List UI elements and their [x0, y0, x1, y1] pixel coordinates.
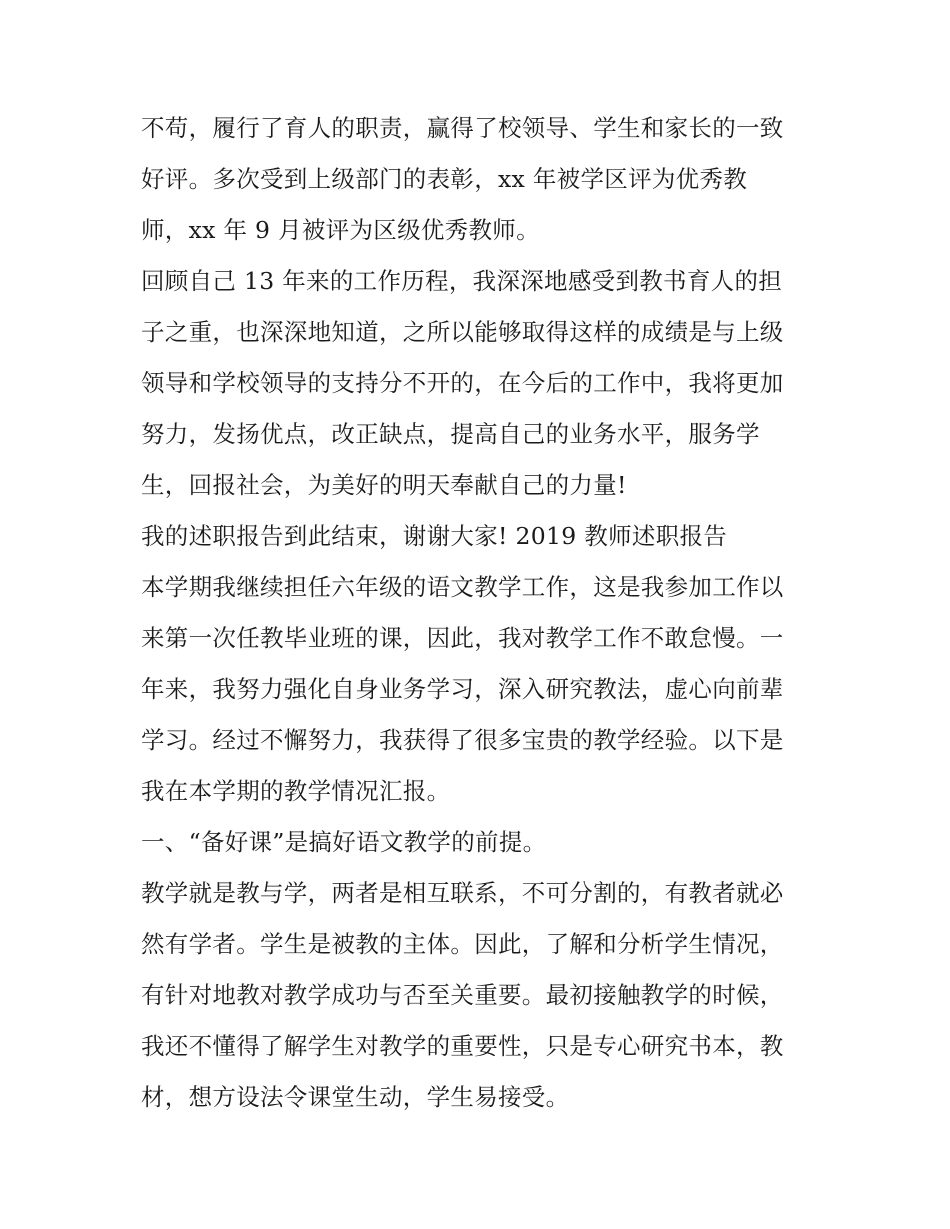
text-line: 材，想方设法令课堂生动，学生易接受。 [141, 1083, 570, 1111]
text-line: 不苟，履行了育人的职责，赢得了校领导、学生和家长的一致 [141, 114, 784, 142]
text-line: 有针对地教对教学成功与否至关重要。最初接触教学的时候， [141, 981, 784, 1009]
text-line: 一、“备好课”是搞好语文教学的前提。 [141, 828, 547, 856]
text-line: 本学期我继续担任六年级的语文教学工作，这是我参加工作以 [141, 573, 784, 601]
text-line: 我还不懂得了解学生对教学的重要性，只是专心研究书本，教 [141, 1032, 784, 1060]
text-line: 我在本学期的教学情况汇报。 [141, 777, 451, 805]
text-line: 好评。多次受到上级部门的表彰，xx 年被学区评为优秀教 [141, 165, 748, 193]
text-line: 教学就是教与学，两者是相互联系，不可分割的，有教者就必 [141, 879, 784, 907]
text-line: 年来，我努力强化自身业务学习，深入研究教法，虚心向前辈 [141, 675, 784, 703]
text-line: 师，xx 年 9 月被评为区级优秀教师。 [141, 216, 540, 244]
text-line: 生，回报社会，为美好的明天奉献自己的力量! [141, 471, 627, 499]
text-line: 子之重，也深深地知道，之所以能够取得这样的成绩是与上级 [141, 318, 784, 346]
text-line: 我的述职报告到此结束，谢谢大家! 2019 教师述职报告 [141, 522, 728, 550]
text-line: 努力，发扬优点，改正缺点，提高自己的业务水平，服务学 [141, 420, 760, 448]
text-line: 回顾自己 13 年来的工作历程，我深深地感受到教书育人的担 [141, 267, 783, 295]
text-line: 领导和学校领导的支持分不开的，在今后的工作中，我将更加 [141, 369, 784, 397]
text-line: 来第一次任教毕业班的课，因此，我对教学工作不敢怠慢。一 [141, 624, 784, 652]
text-line: 然有学者。学生是被教的主体。因此，了解和分析学生情况， [141, 930, 784, 958]
text-line: 学习。经过不懈努力，我获得了很多宝贵的教学经验。以下是 [141, 726, 784, 754]
